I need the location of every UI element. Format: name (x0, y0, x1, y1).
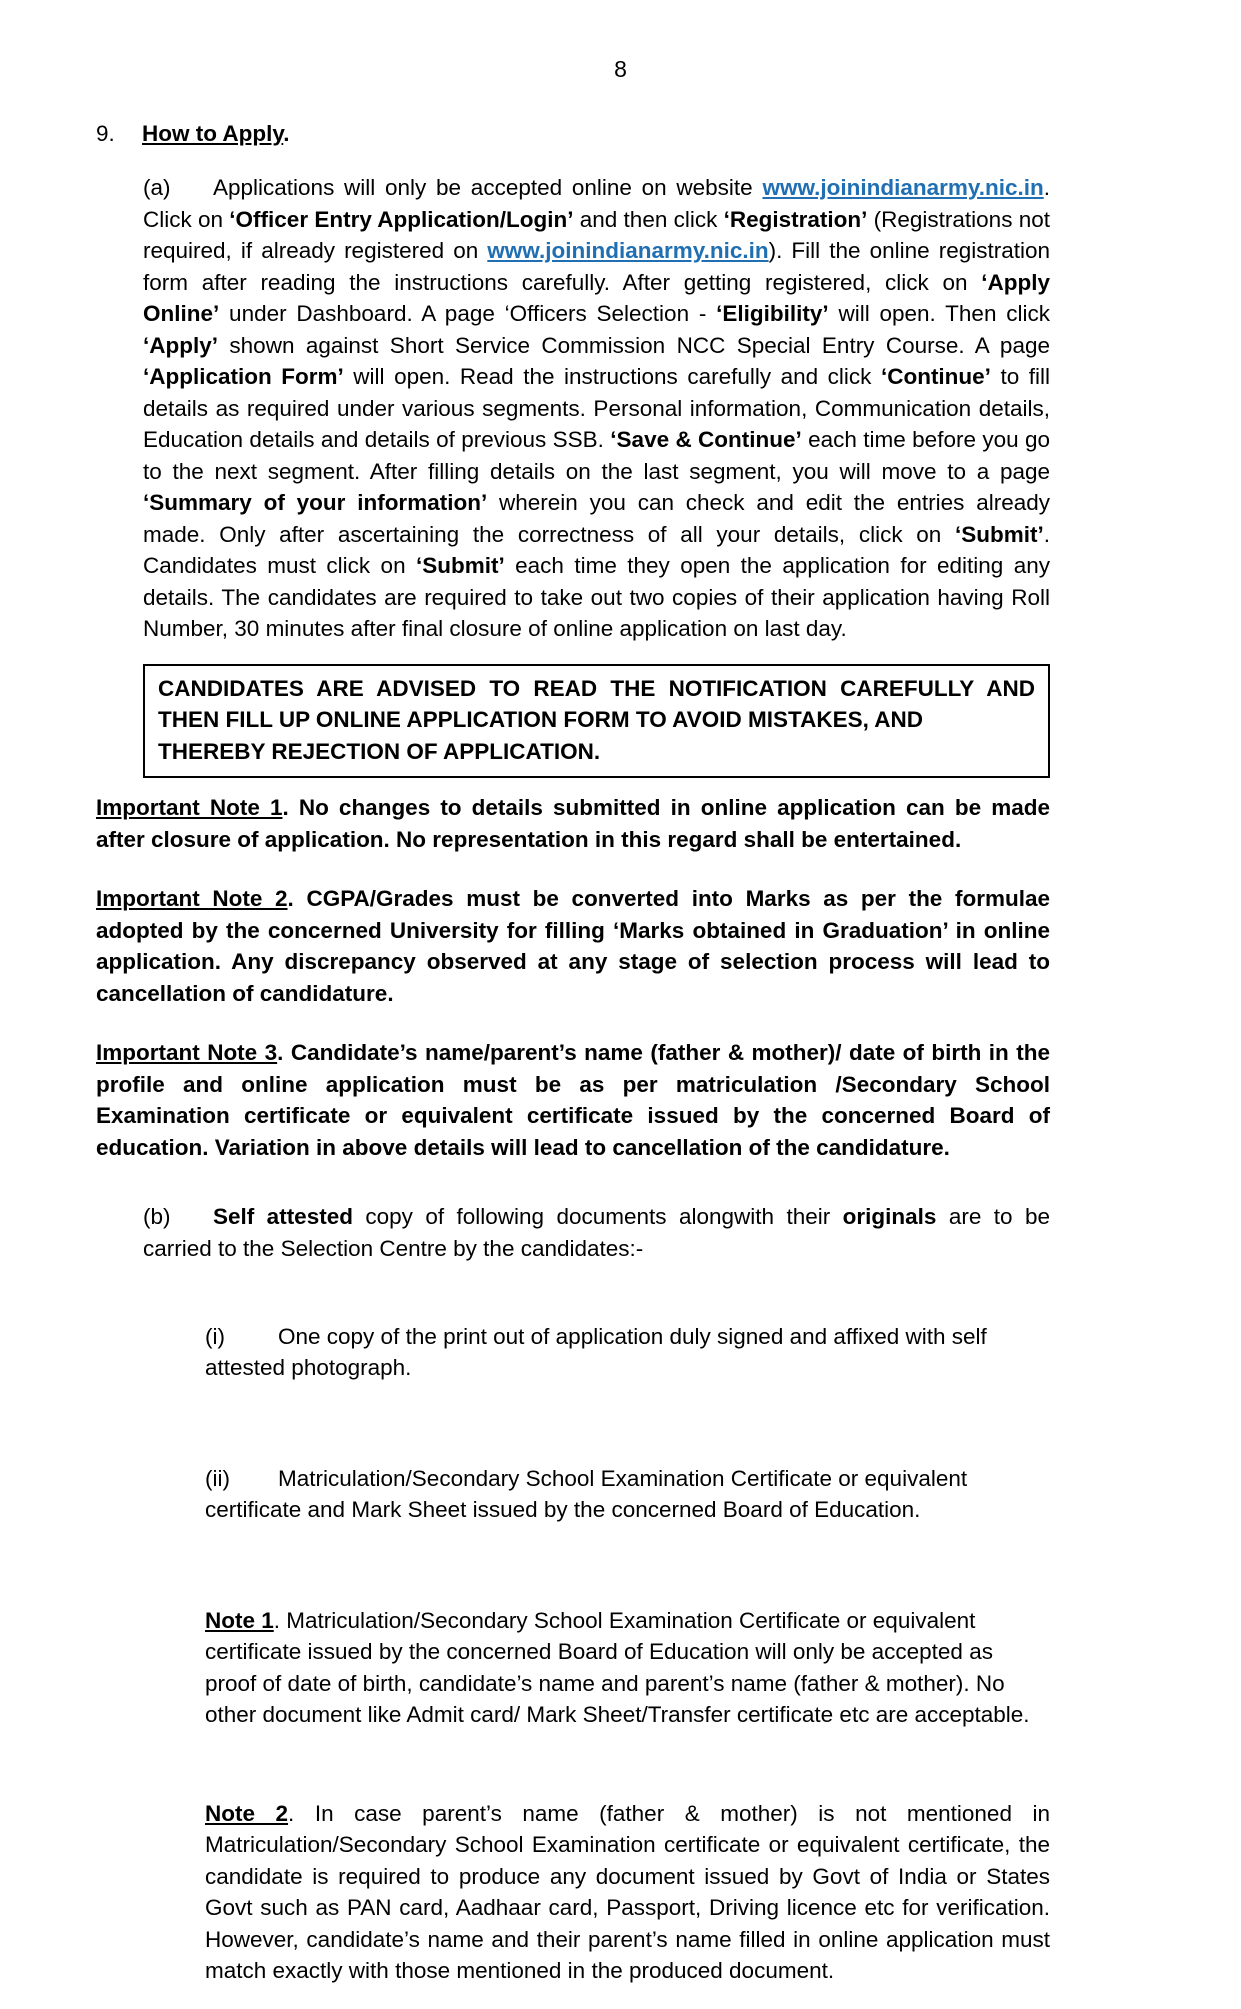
important-note-1-body: . No changes to details submitted in online application can be made after closure of application. No representation in this regard shall be entertained (96, 795, 1050, 852)
advisory-line-1: CANDIDATES ARE ADVISED TO READ THE NOTIFICATION CAREFULLY AND THEN FILL UP ONLINE APPLICATION FORM TO AVOID MISTAKES, AND (158, 675, 1035, 732)
important-note-2-body: . CGPA/Grades must be converted into Marks as per the formulae adopted by the concerned University for filling ‘Marks obtained in Graduation’ in online application. Any discrepancy observed at any stage of selection process will lead to cancellation of candidature (96, 886, 1050, 1006)
important-note-1 (96, 792, 1050, 855)
para-b-b1: Self attested (213, 1204, 353, 1229)
para-a-t7: will open. Then click (828, 301, 1050, 326)
para-a-b5: ‘Apply’ (143, 332, 219, 358)
joinindianarmy-link-2[interactable]: www.joinindianarmy.nic.in (487, 238, 769, 263)
important-note-1-tail: . (954, 826, 962, 852)
list-item-ii (205, 1463, 1050, 1526)
para-a-b3: ‘Apply Online’ (143, 269, 1050, 326)
important-note-3-label: Important Note 3 (96, 1040, 278, 1065)
para-a-t13: . Candidates must click on (143, 521, 1050, 578)
list-item-ii-label: (ii) (205, 1465, 230, 1491)
para-a-b6: ‘Application Form’ (143, 364, 344, 389)
para-a-t4: (Registrations not required, if already registered on (143, 206, 1050, 263)
important-note-3-body: . Candidate’s name/parent’s name (father & mother)/ date of birth in the profile and online application must be as per matriculation /Secondary School Examination certificate or equivalent certificate issued by the concerned Board of education. Variation in above details will lead to cancellation of the candidature. (96, 1040, 1050, 1160)
joinindianarmy-link-1[interactable]: www.joinindianarmy.nic.in (762, 175, 1044, 200)
important-note-2 (96, 883, 1050, 1009)
para-b-t3: are to be carried to the Selection Centre by the candidates:- (143, 1204, 1050, 1261)
note-2-label: Note 2 (205, 1800, 289, 1826)
note-2-text: . In case parent’s name (father & mother) is not mentioned in Matriculation/Secondary School Examination certificate or equivalent certificate, the candidate is required to produce any document issued by Govt of India or States Govt such as PAN card, Aadhaar card, Passport, Driving licence etc for verification. However, candidate’s name and their parent’s name filled in online application must match exactly with those mentioned in the produced document. (205, 1800, 1050, 1983)
section-number: 9. (96, 121, 115, 146)
para-a-b11: ‘Submit’ (416, 553, 505, 578)
para-a-t6: under Dashboard. A page ‘Officers Selection - (219, 301, 717, 326)
important-note-2-tail: . (387, 980, 394, 1006)
note-1-text: . Matriculation/Secondary School Examination Certificate or equivalent certificate issued by the concerned Board of Education will only be accepted as proof of date of birth, candidate’s name and parent’s name (father & mother). No other document like Admit card/ Mark Sheet/Transfer certificate etc are acceptable. (205, 1607, 1030, 1727)
section-heading-how-to-apply (96, 120, 1050, 148)
paragraph-a (143, 172, 1050, 645)
important-note-2-label: Important Note 2 (96, 886, 288, 911)
paragraph-b-label: (b) (143, 1204, 171, 1229)
para-a-b9: ‘Summary of your information’ (143, 490, 488, 515)
list-item-i-label: (i) (205, 1323, 225, 1349)
advisory-line-2: THEREBY REJECTION OF APPLICATION. (158, 738, 601, 764)
para-a-t14: each time they open the application for editing any details. The candidates are required to take out two copies of their application having Roll Number, 30 minutes after final closure of online application on last day. (143, 553, 1050, 641)
para-a-b4: ‘Eligibility’ (716, 301, 829, 326)
para-a-t8: shown against Short Service Commission NCC Special Entry Course. A page (218, 332, 1050, 358)
note-1-label: Note 1 (205, 1607, 274, 1633)
para-a-t3: and then click (573, 206, 724, 232)
list-item-i-text: One copy of the print out of application duly signed and affixed with self attested photograph. (205, 1323, 987, 1380)
para-a-t12: wherein you can check and edit the entries already made. Only after ascertaining the correctness of all your details, click on (143, 490, 1050, 547)
note-1 (205, 1605, 1050, 1731)
section-title (142, 120, 290, 148)
para-a-t1: Applications will only be accepted online on website (213, 175, 763, 200)
para-a-t9: will open. Read the instructions carefully and click (343, 364, 881, 389)
note-2 (205, 1798, 1050, 1987)
para-a-t11: each time before you go to the next segment. After filling details on the last segment, you will move to a page (143, 427, 1050, 484)
para-b-b2: originals (842, 1204, 937, 1229)
para-a-t10: to fill details as required under various segments. Personal information, Communication details, Education details and details of previous SSB. (143, 364, 1050, 452)
section-title-period: . (283, 121, 290, 146)
list-item-ii-text: Matriculation/Secondary School Examination Certificate or equivalent certificate and Mark Sheet issued by the concerned Board of Education. (205, 1465, 968, 1522)
paragraph-b (143, 1201, 1050, 1264)
para-a-t2: . Click on (143, 175, 1050, 232)
para-a-b8: ‘Save & Continue’ (610, 427, 802, 452)
page-content (96, 120, 1050, 2009)
para-a-t5: ). Fill the online registration form after reading the instructions carefully. After getting registered, click on (143, 238, 1050, 295)
para-a-b2: ‘Registration’ (723, 206, 868, 232)
para-a-b7: ‘Continue’ (880, 364, 991, 389)
section-title-text: How to Apply (142, 121, 284, 146)
page-number: 8 (614, 56, 627, 82)
list-item-i (205, 1321, 1050, 1384)
important-note-1-label: Important Note 1 (96, 795, 283, 820)
para-b-t2: copy of following documents alongwith their (352, 1204, 843, 1229)
paragraph-a-label: (a) (143, 175, 171, 200)
advisory-box (143, 664, 1050, 779)
important-note-3 (96, 1037, 1050, 1163)
para-a-b10: ‘Submit’ (954, 521, 1044, 547)
para-a-b1: ‘Officer Entry Application/Login’ (229, 206, 574, 232)
